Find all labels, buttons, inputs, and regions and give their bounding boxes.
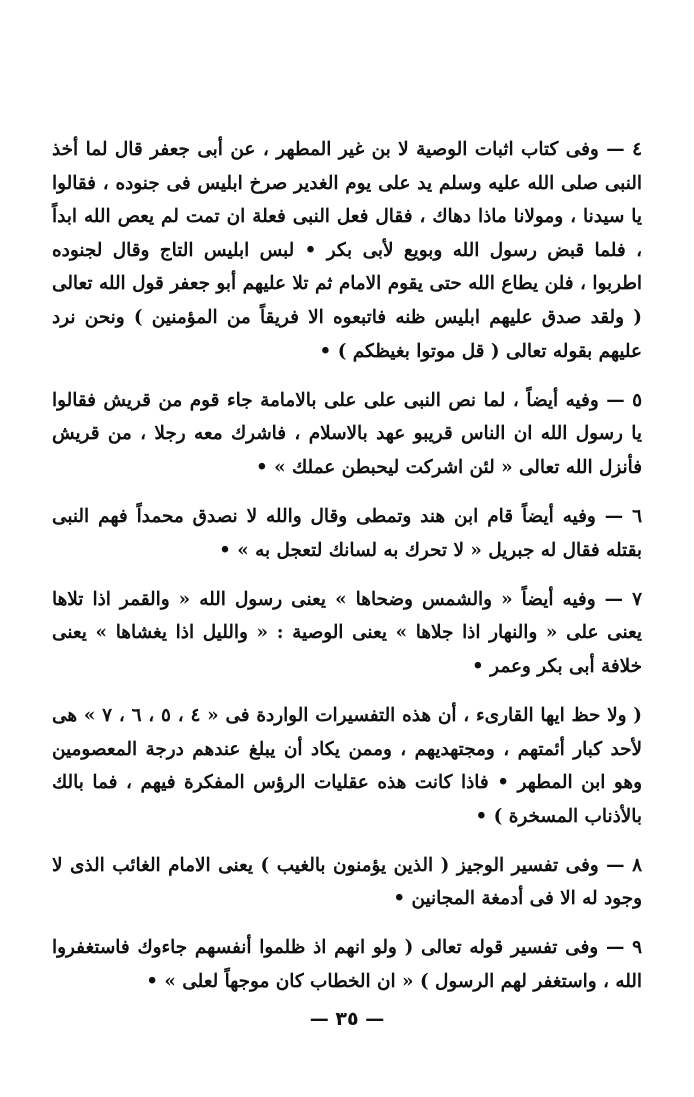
page-number: — ٣٥ — (309, 1008, 385, 1030)
paragraph-9: ٩ — وفى تفسير قوله تعالى ( ولو انهم اذ ظلموا أنفسهم جاءوك فاستغفروا الله ، واستغفر لهم الرسول ) « ان الخطاب كان موجهاً لعلى » • (52, 937, 642, 993)
paragraph-5: ٥ — وفيه أيضاً ، لما نص النبى على على بالامامة جاء قوم من قريش فقالوا يا رسول الله ان الناس قريبو عهد بالاسلام ، فاشرك معه رجلا ، من قريش فأنزل الله تعالى « لئن اشركت ليحبطن عملك » • (52, 389, 642, 478)
paragraph-7: ٧ — وفيه أيضاً « والشمس وضحاها » يعنى رسول الله « والقمر اذا تلاها يعنى على « والنهار اذا جلاها » يعنى الوصية : « والليل اذا يغشاها » يعنى خلافة أبى بكر وعمر • (52, 588, 642, 677)
body-text (52, 133, 642, 999)
paragraph-note: ( ولا حظ ايها القارىء ، أن هذه التفسيرات الواردة فى « ٤ ، ٥ ، ٦ ، ٧ » هى لأحد كبار أئمتهم ، ومجتهديهم ، وممن يكاد أن يبلغ عندهم درجة المعصومين وهو ابن المطهر • فاذا كانت هذه عقليات الرؤس المفكرة فيهم ، فما بالك بالأذناب المسخرة ) • (52, 704, 642, 827)
paragraph-8: ٨ — وفى تفسير الوجيز ( الذين يؤمنون بالغيب ) يعنى الامام الغائب الذى لا وجود له الا فى أدمغة المجانين • (52, 854, 642, 910)
paragraph-6: ٦ — وفيه أيضاً قام ابن هند وتمطى وقال والله لا نصدق محمداً فهم النبى بقتله فقال له جبريل « لا تحرك به لسانك لتعجل به » • (52, 505, 642, 561)
paragraph-4: ٤ — وفى كتاب اثبات الوصية لا بن غير المطهر ، عن أبى جعفر قال لما أخذ النبى صلى الله عليه وسلم يد على يوم الغدير صرخ ابليس فى جنوده ، فقالوا يا سيدنا ، ومولانا ماذا دهاك ، فقال فعل النبى فعلة ان تمت لم يعص الله ابداً ، فلما قبض رسول الله وبويع لأبى بكر • لبس ابليس التاج وقال لجنوده اطربوا ، فلن يطاع الله حتى يقوم الامام ثم تلا عليهم أبو جعفر قول الله تعالى ( ولقد صدق عليهم ابليس ظنه فاتبعوه الا فريقاً من المؤمنين ) ونحن نرد عليهم بقوله تعالى ( قل موتوا بغيظكم ) • (52, 139, 642, 362)
